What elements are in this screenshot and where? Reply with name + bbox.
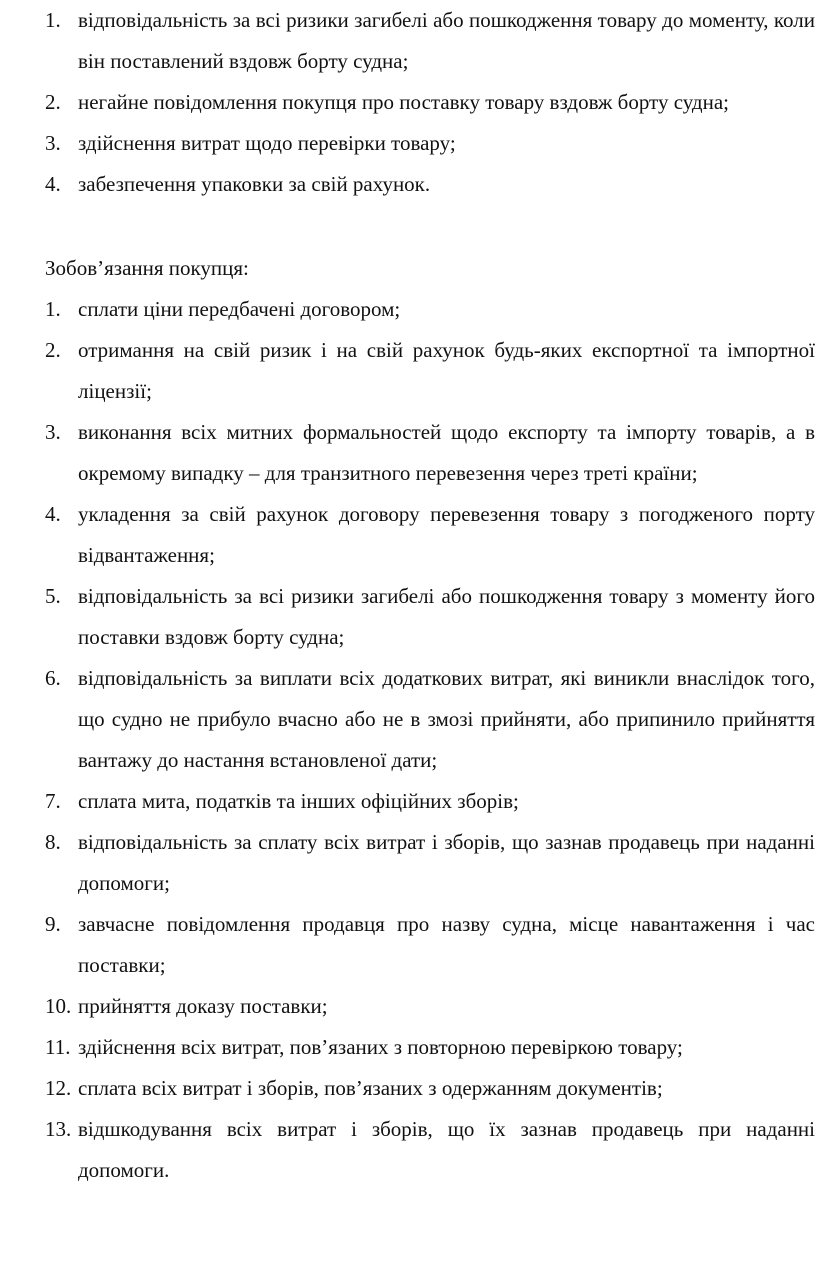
list-item bbox=[45, 1068, 815, 1109]
list-item-number: 10. bbox=[45, 994, 72, 1018]
list-item bbox=[45, 82, 815, 123]
list-item-text: забезпечення упаковки за свій рахунок. bbox=[78, 172, 431, 196]
seller-obligations-list bbox=[45, 0, 815, 205]
list-item-text: негайне повідомлення покупця про поставку товару вздовж борту судна; bbox=[78, 90, 729, 114]
list-item bbox=[45, 0, 815, 82]
list-item-text: виконання всіх митних формальностей щодо експорту та імпорту товарів, а в окремому випадку – для транзитного перевезення через треті країни; bbox=[78, 420, 815, 485]
list-item-text: сплати ціни передбачені договором; bbox=[78, 297, 401, 321]
list-item-number: 3. bbox=[45, 420, 61, 444]
list-item-number: 6. bbox=[45, 666, 61, 690]
list-item bbox=[45, 986, 815, 1027]
list-item bbox=[45, 822, 815, 904]
list-item bbox=[45, 289, 815, 330]
list-item-number: 1. bbox=[45, 297, 61, 321]
buyer-obligations-list bbox=[45, 289, 815, 1191]
list-item bbox=[45, 1027, 815, 1068]
list-item-text: відповідальність за сплату всіх витрат і зборів, що зазнав продавець при наданні допомоги; bbox=[78, 830, 815, 895]
buyer-obligations-heading: Зобов’язання покупця: bbox=[45, 256, 249, 280]
list-item bbox=[45, 904, 815, 986]
list-item-number: 4. bbox=[45, 172, 61, 196]
list-item bbox=[45, 123, 815, 164]
list-item-text: отримання на свій ризик і на свій рахунок будь-яких експортної та імпортної ліцензії; bbox=[78, 338, 815, 403]
list-item-number: 9. bbox=[45, 912, 61, 936]
list-item-number: 12. bbox=[45, 1076, 72, 1100]
list-item-text: здійснення всіх витрат, пов’язаних з повторною перевіркою товару; bbox=[78, 1035, 683, 1059]
list-item bbox=[45, 330, 815, 412]
list-item-number: 2. bbox=[45, 338, 61, 362]
list-item-number: 5. bbox=[45, 584, 61, 608]
list-item-number: 11. bbox=[45, 1035, 71, 1059]
list-item-text: сплата мита, податків та інших офіційних зборів; bbox=[78, 789, 519, 813]
list-item-text: укладення за свій рахунок договору перевезення товару з погодженого порту відвантаження; bbox=[78, 502, 815, 567]
list-item-text: відшкодування всіх витрат і зборів, що їх зазнав продавець при наданні допомоги. bbox=[78, 1117, 815, 1182]
list-item-number: 7. bbox=[45, 789, 61, 813]
list-item bbox=[45, 576, 815, 658]
list-item-text: відповідальність за всі ризики загибелі або пошкодження товару з моменту його поставки вздовж борту судна; bbox=[78, 584, 815, 649]
list-item-text: сплата всіх витрат і зборів, пов’язаних з одержанням документів; bbox=[78, 1076, 663, 1100]
list-item-number: 1. bbox=[45, 8, 61, 32]
list-item-text: відповідальність за виплати всіх додаткових витрат, які виникли внаслідок того, що судно не прибуло вчасно або не в змозі прийняти, або припинило прийняття вантажу до настання встановленої дати; bbox=[78, 666, 815, 772]
list-item-text: прийняття доказу поставки; bbox=[78, 994, 328, 1018]
list-item-number: 3. bbox=[45, 131, 61, 155]
list-item-number: 2. bbox=[45, 90, 61, 114]
list-item-text: відповідальність за всі ризики загибелі або пошкодження товару до моменту, коли він поставлений вздовж борту судна; bbox=[78, 8, 815, 73]
list-item-text: здійснення витрат щодо перевірки товару; bbox=[78, 131, 456, 155]
list-item bbox=[45, 658, 815, 781]
list-item bbox=[45, 164, 815, 205]
list-item bbox=[45, 494, 815, 576]
list-item-number: 13. bbox=[45, 1117, 72, 1141]
list-item bbox=[45, 412, 815, 494]
list-item bbox=[45, 781, 815, 822]
list-item-number: 8. bbox=[45, 830, 61, 854]
list-item-number: 4. bbox=[45, 502, 61, 526]
list-item-text: завчасне повідомлення продавця про назву судна, місце навантаження і час поставки; bbox=[78, 912, 815, 977]
list-item bbox=[45, 1109, 815, 1191]
